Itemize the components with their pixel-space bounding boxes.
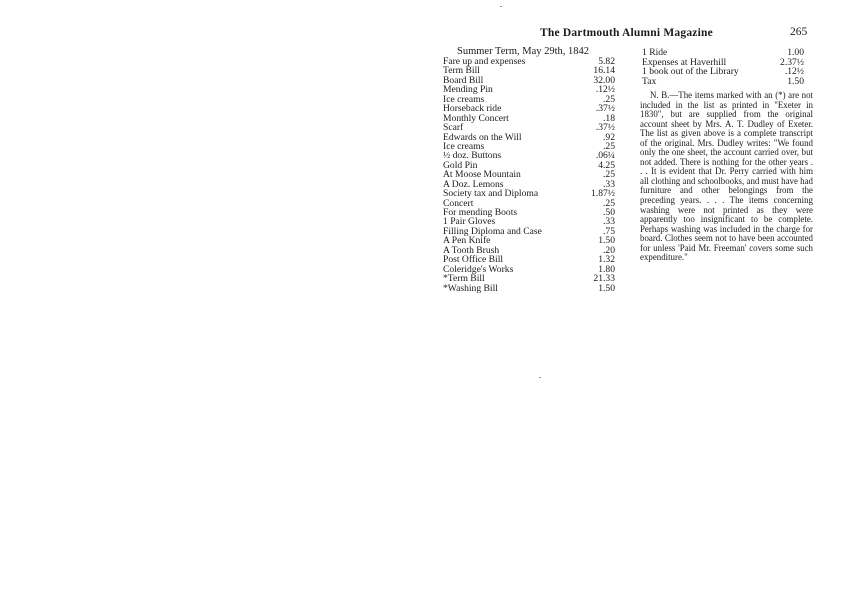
item-amount: 21.33	[593, 273, 615, 285]
account-list-right	[640, 48, 814, 263]
item-label: Coleridge's Works	[443, 263, 514, 275]
item-amount: 1.00	[787, 47, 804, 58]
item-amount: .25	[603, 140, 615, 152]
item-amount: 2.37½	[780, 56, 804, 68]
item-amount: .25	[603, 197, 615, 209]
item-label: 1 Pair Gloves	[443, 216, 496, 228]
item-label: Fare up and expenses	[443, 56, 526, 67]
nota-bene-paragraph: N. B.—The items marked with an (*) are not included in the list as printed in "Exeter in 1830", but are supplied from the original account sheet by Mrs. A. T. Dudley of Exeter. The list as given above is a complete transcript of the original. Mrs. Dudley writes: "We found only the one sheet, the account carried over, but not added. There is nothing for the other years . . . It is evident that Dr. Perry carried with him all clothing and schoolbooks, and must have had furniture and other belongings from the preceding years. . . . The items concerning washing were not printed as they were apparently too insignificant to be complete. Perhaps washing was included in the charge for board. Clothes seem not to have been accounted for unless 'Paid Mr. Freeman' covers some such expenditure."	[640, 90, 813, 263]
item-label: Monthly Concert	[443, 112, 509, 124]
item-amount: 5.82	[598, 56, 615, 67]
item-amount: 32.00	[593, 74, 615, 86]
item-label: Ice creams	[443, 93, 485, 105]
right-rows	[640, 48, 814, 86]
item-amount: 1.87½	[591, 188, 615, 200]
item-label: Horseback ride	[443, 103, 502, 115]
item-amount: 1.50	[787, 75, 804, 87]
item-amount: .18	[603, 112, 615, 124]
item-amount: .33	[603, 216, 615, 228]
item-label: Post Office Bill	[443, 254, 504, 266]
item-amount: 16.14	[593, 65, 615, 77]
item-label: Tax	[642, 75, 657, 87]
item-amount: 4.25	[598, 159, 615, 171]
item-label: *Washing Bill	[443, 282, 498, 294]
item-amount: .37½	[595, 103, 615, 115]
item-label: Gold Pin	[443, 159, 478, 171]
item-label: Expenses at Haverhill	[642, 56, 727, 68]
item-label: Term Bill	[443, 65, 480, 77]
item-amount: .50	[603, 207, 615, 218]
account-list-left	[443, 46, 615, 293]
scan-speck	[539, 377, 541, 378]
item-label: Edwards on the Will	[443, 131, 522, 143]
item-label: ½ doz. Buttons	[443, 150, 502, 162]
item-amount: .25	[603, 169, 615, 181]
item-amount: .25	[603, 93, 615, 105]
ledger-row	[640, 77, 814, 87]
item-amount: 1.50	[598, 235, 615, 247]
item-amount: .75	[603, 225, 615, 237]
item-amount: 1.50	[598, 282, 615, 294]
item-label: 1 Ride	[642, 47, 668, 58]
item-label: Society tax and Diploma	[443, 188, 539, 200]
scan-speck	[500, 6, 502, 7]
item-label: Board Bill	[443, 74, 484, 86]
item-label: Concert	[443, 197, 474, 209]
item-label: At Moose Mountain	[443, 169, 521, 181]
item-amount: .33	[603, 178, 615, 190]
item-label: *Term Bill	[443, 273, 485, 285]
item-amount: .37½	[595, 122, 615, 134]
item-amount: .20	[603, 244, 615, 256]
magazine-title: The Dartmouth Alumni Magazine	[540, 27, 713, 39]
item-label: 1 book out of the Library	[642, 66, 739, 77]
ledger-row	[443, 284, 615, 293]
item-amount: .12½	[784, 66, 804, 77]
item-amount: .92	[603, 131, 615, 143]
item-amount: .12½	[595, 84, 615, 96]
item-amount: 1.32	[598, 254, 615, 266]
term-heading: Summer Term, May 29th, 1842	[457, 46, 590, 57]
item-amount: .06¼	[595, 150, 615, 162]
item-label: A Tooth Brush	[443, 244, 500, 256]
ledger-row	[443, 114, 615, 123]
item-label: Ice creams	[443, 140, 485, 152]
page-number: 265	[790, 26, 808, 38]
item-label: Filling Diploma and Case	[443, 225, 542, 237]
item-label: A Pen Knife	[443, 235, 491, 247]
item-label: Mending Pin	[443, 84, 493, 96]
left-rows	[443, 57, 615, 293]
item-amount: 1.80	[598, 263, 615, 275]
item-label: Scarf	[443, 122, 464, 134]
item-label: A Doz. Lemons	[443, 178, 504, 190]
item-label: For mending Boots	[443, 207, 518, 218]
